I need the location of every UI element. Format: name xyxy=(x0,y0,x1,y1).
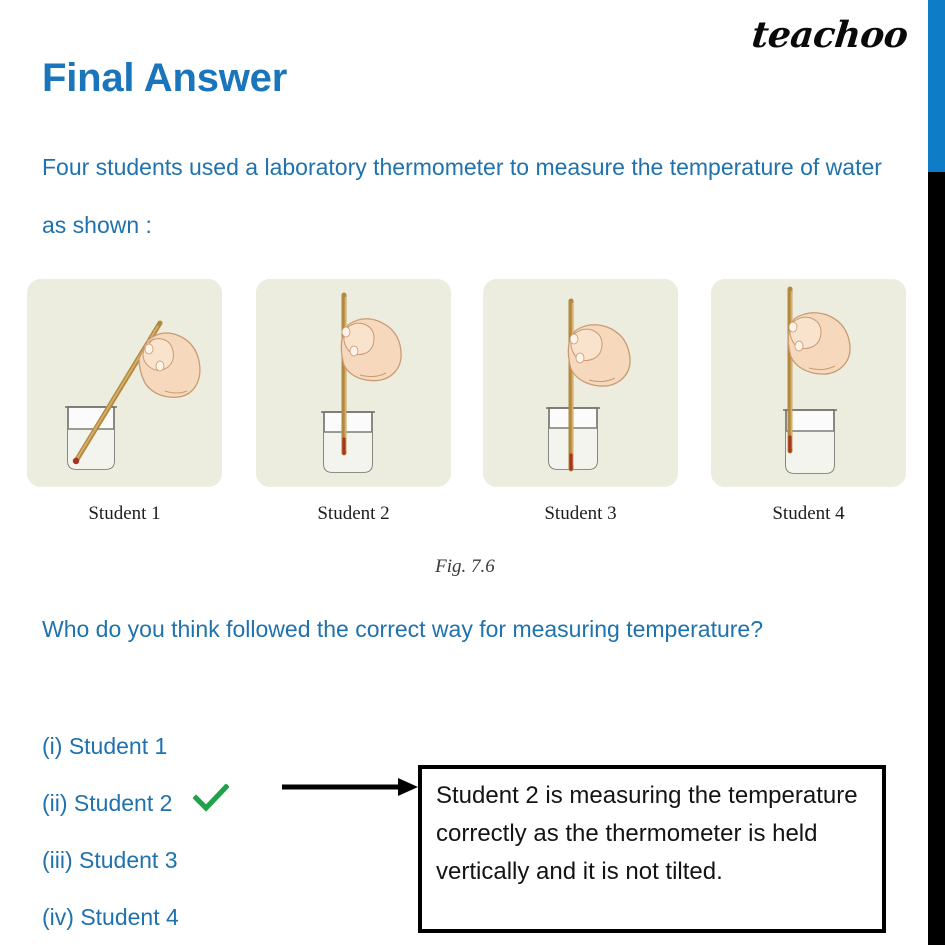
pointer-arrow-icon xyxy=(280,775,420,799)
intro-paragraph: Four students used a laboratory thermometer to measure the temperature of water as shown : xyxy=(42,154,882,238)
options-list xyxy=(42,718,422,946)
right-edge-blue-bar xyxy=(928,0,945,172)
figure-card-student-2 xyxy=(256,279,451,487)
answer-callout-text: Student 2 is measuring the temperature correctly as the thermometer is held vertically and it is not tilted. xyxy=(436,782,858,885)
caption-student-4: Student 4 xyxy=(772,503,845,524)
page-title: Final Answer xyxy=(42,56,288,100)
caption-student-1: Student 1 xyxy=(88,503,161,524)
option-ii-label: (ii) Student 2 xyxy=(42,790,173,816)
figure-card-student-1 xyxy=(27,279,222,487)
caption-student-3: Student 3 xyxy=(544,503,617,524)
option-i[interactable] xyxy=(42,718,422,775)
option-iii[interactable] xyxy=(42,832,422,889)
figure-card-student-4 xyxy=(711,279,906,487)
figure-caption: Fig. 7.6 xyxy=(435,556,495,577)
question-text: Who do you think followed the correct way for measuring temperature? xyxy=(42,616,764,642)
option-iv-label: (iv) Student 4 xyxy=(42,904,179,930)
figure-card-student-3 xyxy=(483,279,678,487)
option-iv[interactable] xyxy=(42,889,422,946)
option-iii-label: (iii) Student 3 xyxy=(42,847,178,873)
teachoo-logo: teachoo xyxy=(749,14,910,56)
caption-student-2: Student 2 xyxy=(317,503,390,524)
answer-callout-box xyxy=(418,765,886,933)
option-i-label: (i) Student 1 xyxy=(42,733,168,759)
figure-strip xyxy=(0,279,945,487)
correct-answer-check-icon xyxy=(193,776,229,833)
